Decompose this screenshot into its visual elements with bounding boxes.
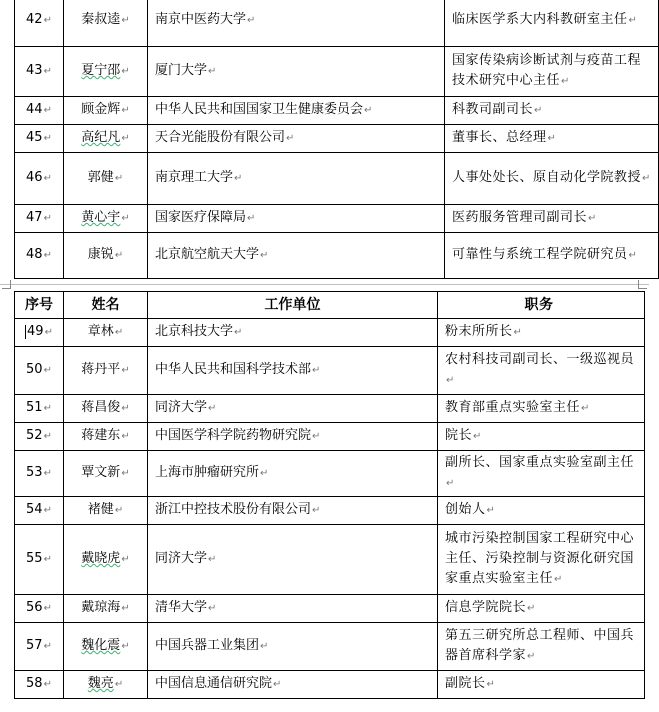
position-cell[interactable] (445, 0, 659, 47)
position-cell[interactable] (445, 205, 659, 233)
paragraph-mark-icon: ↵ (43, 505, 52, 516)
name-cell-text: 夏宁邵 (81, 63, 121, 78)
seq-cell[interactable] (15, 595, 64, 623)
unit-cell[interactable] (148, 0, 445, 47)
page-break (0, 279, 649, 291)
name-cell[interactable] (64, 0, 148, 47)
name-cell[interactable] (64, 153, 148, 205)
seq-cell[interactable] (15, 395, 64, 423)
paragraph-mark-icon: ↵ (234, 327, 243, 338)
name-cell-text: 顾金辉 (81, 102, 121, 117)
header-row (15, 292, 645, 319)
paragraph-mark-icon: ↵ (43, 641, 52, 652)
paragraph-mark-icon: ↵ (43, 403, 52, 414)
table-row (15, 125, 659, 153)
name-cell[interactable] (64, 319, 148, 347)
table-header (15, 292, 645, 319)
paragraph-mark-icon: ↵ (312, 505, 321, 516)
paragraph-mark-icon: ↵ (121, 468, 130, 479)
seq-cell[interactable] (15, 623, 64, 671)
name-cell-text: 蒋建东 (81, 428, 121, 443)
unit-cell-text: 中国信息通信研究院 (155, 676, 273, 691)
seq-cell[interactable] (15, 497, 64, 525)
unit-cell[interactable] (148, 395, 438, 423)
seq-cell-text: 48 (26, 247, 43, 262)
unit-cell[interactable] (148, 125, 445, 153)
position-cell[interactable] (438, 525, 645, 595)
paragraph-mark-icon: ↵ (260, 641, 269, 652)
unit-cell-text: 中国医学科学院药物研究院 (155, 428, 312, 443)
unit-cell-text: 同济大学 (155, 551, 208, 566)
name-cell[interactable] (64, 497, 148, 525)
header-seq: 序号 (15, 292, 64, 319)
unit-cell[interactable] (148, 671, 438, 699)
paragraph-mark-icon: ↵ (208, 554, 217, 565)
name-cell-text: 戴琼海 (81, 600, 121, 615)
paragraph-mark-icon: ↵ (121, 133, 130, 144)
seq-cell-text: 45 (26, 130, 43, 145)
name-cell[interactable] (64, 97, 148, 125)
seq-cell[interactable] (15, 423, 64, 451)
page-break-line (0, 284, 649, 285)
paragraph-mark-icon: ↵ (286, 133, 295, 144)
unit-cell-text: 清华大学 (155, 600, 208, 615)
seq-cell[interactable] (15, 97, 64, 125)
seq-cell-text: 57 (26, 638, 43, 653)
table-row (15, 395, 645, 423)
seq-cell[interactable] (15, 451, 64, 497)
seq-cell-text: 43 (26, 63, 43, 78)
position-cell[interactable] (438, 595, 645, 623)
position-cell[interactable] (445, 125, 659, 153)
seq-cell-text: 44 (26, 102, 43, 117)
paragraph-mark-icon: ↵ (446, 478, 455, 489)
table-row (15, 347, 645, 395)
seq-cell[interactable] (15, 125, 64, 153)
paragraph-mark-icon: ↵ (121, 641, 130, 652)
name-cell-text: 褚健 (87, 502, 114, 517)
name-cell-text: 康锐 (87, 247, 114, 262)
paragraph-mark-icon: ↵ (43, 66, 52, 77)
paragraph-mark-icon: ↵ (43, 365, 52, 376)
position-cell[interactable] (438, 671, 645, 699)
paragraph-mark-icon: ↵ (513, 327, 523, 338)
position-cell-text: 院长 (445, 428, 473, 443)
seq-cell-text: 49 (27, 324, 44, 339)
unit-cell[interactable] (148, 497, 438, 525)
unit-cell[interactable] (148, 233, 445, 279)
name-cell[interactable] (64, 47, 148, 97)
paragraph-mark-icon: ↵ (114, 505, 124, 516)
paragraph-mark-icon: ↵ (628, 250, 638, 261)
name-cell-text: 郭健 (87, 170, 114, 185)
name-cell[interactable] (64, 395, 148, 423)
seq-cell[interactable] (15, 205, 64, 233)
paragraph-mark-icon: ↵ (43, 105, 52, 116)
name-cell-text: 蒋丹平 (81, 362, 121, 377)
position-cell-text: 副所长、国家重点实验室副主任 (445, 455, 635, 470)
paragraph-mark-icon: ↵ (260, 250, 269, 261)
name-cell[interactable] (64, 525, 148, 595)
table-body (15, 0, 659, 279)
position-cell-text: 医药服务管理司副司长 (452, 210, 588, 225)
position-cell-text: 粉末所所长 (445, 324, 513, 339)
paragraph-mark-icon: ↵ (121, 431, 130, 442)
paragraph-mark-icon: ↵ (114, 173, 124, 184)
position-cell-text: 农村科技司副司长、一级巡视员 (445, 352, 635, 367)
seq-cell[interactable] (15, 525, 64, 595)
name-cell[interactable] (64, 233, 148, 279)
unit-cell-text: 浙江中控技术股份有限公司 (155, 502, 312, 517)
name-cell[interactable] (64, 347, 148, 395)
paragraph-mark-icon: ↵ (527, 603, 536, 614)
seq-cell-text: 56 (26, 600, 43, 615)
position-cell-text: 国家传染病诊断试剂与疫苗工程技术研究中心主任 (452, 53, 642, 88)
paragraph-mark-icon: ↵ (247, 15, 256, 26)
position-cell-text: 董事长、总经理 (452, 130, 547, 145)
header-position: 职务 (438, 292, 645, 319)
name-cell-text: 章林 (87, 324, 114, 339)
paragraph-mark-icon: ↵ (642, 173, 651, 184)
position-cell[interactable] (445, 153, 659, 205)
unit-cell[interactable] (148, 623, 438, 671)
position-cell-text: 信息学院院长 (445, 600, 527, 615)
unit-cell-text: 上海市肿瘤研究所 (155, 465, 260, 480)
unit-cell[interactable] (148, 595, 438, 623)
seq-cell-text: 47 (26, 210, 43, 225)
unit-cell[interactable] (148, 97, 445, 125)
paragraph-mark-icon: ↵ (208, 603, 217, 614)
name-cell-text: 戴晓虎 (81, 551, 121, 566)
seq-cell[interactable] (15, 671, 64, 699)
paragraph-mark-icon: ↵ (588, 213, 597, 224)
table-row (15, 233, 659, 279)
unit-cell[interactable] (148, 319, 438, 347)
unit-cell-text: 同济大学 (155, 400, 208, 415)
paragraph-mark-icon: ↵ (121, 365, 130, 376)
unit-cell-text: 天合光能股份有限公司 (155, 130, 286, 145)
paragraph-mark-icon: ↵ (43, 468, 52, 479)
table-row (15, 0, 659, 47)
position-cell[interactable] (438, 319, 645, 347)
seq-cell-text: 54 (26, 502, 43, 517)
paragraph-mark-icon: ↵ (247, 213, 256, 224)
name-cell[interactable] (64, 205, 148, 233)
paragraph-mark-icon: ↵ (121, 603, 130, 614)
paragraph-mark-icon: ↵ (43, 679, 52, 690)
table-row (15, 423, 645, 451)
paragraph-mark-icon: ↵ (208, 66, 217, 77)
table-row (15, 205, 659, 233)
header-name: 姓名 (64, 292, 148, 319)
page-corner-mark-right (638, 280, 647, 289)
name-cell-text: 秦叔逵 (81, 12, 121, 27)
paragraph-mark-icon: ↵ (43, 554, 52, 565)
paragraph-mark-icon: ↵ (364, 105, 373, 116)
position-cell[interactable] (438, 623, 645, 671)
header-unit: 工作单位 (148, 292, 438, 319)
paragraph-mark-icon: ↵ (547, 133, 557, 144)
name-cell[interactable] (64, 595, 148, 623)
paragraph-mark-icon: ↵ (114, 327, 124, 338)
seq-cell-text: 46 (26, 170, 43, 185)
paragraph-mark-icon: ↵ (554, 574, 563, 585)
personnel-table-page2 (14, 291, 645, 699)
unit-cell-text: 中国兵器工业集团 (155, 638, 260, 653)
paragraph-mark-icon: ↵ (43, 15, 52, 26)
unit-cell-text: 厦门大学 (155, 63, 208, 78)
text-cursor (25, 325, 26, 339)
unit-cell-text: 南京中医药大学 (155, 12, 247, 27)
position-cell[interactable] (438, 347, 645, 395)
position-cell[interactable] (438, 423, 645, 451)
paragraph-mark-icon: ↵ (43, 133, 52, 144)
position-cell-text: 科教司副司长 (452, 102, 534, 117)
paragraph-mark-icon: ↵ (260, 468, 269, 479)
name-cell-text: 魏化震 (81, 638, 121, 653)
paragraph-mark-icon: ↵ (628, 15, 638, 26)
seq-cell[interactable] (15, 319, 64, 347)
position-cell[interactable] (438, 395, 645, 423)
paragraph-mark-icon: ↵ (581, 403, 590, 414)
seq-cell[interactable] (15, 153, 64, 205)
paragraph-mark-icon: ↵ (312, 365, 321, 376)
paragraph-mark-icon: ↵ (527, 651, 536, 662)
unit-cell[interactable] (148, 525, 438, 595)
personnel-table-page1 (14, 0, 659, 279)
position-cell-text: 创始人 (445, 502, 486, 517)
position-cell[interactable] (445, 47, 659, 97)
table-row (15, 525, 645, 595)
paragraph-mark-icon: ↵ (561, 76, 570, 87)
seq-cell[interactable] (15, 233, 64, 279)
table-row (15, 319, 645, 347)
seq-cell-text: 52 (26, 428, 43, 443)
unit-cell-text: 国家医疗保障局 (155, 210, 247, 225)
name-cell-text: 覃文新 (81, 465, 121, 480)
position-cell[interactable] (445, 233, 659, 279)
name-cell[interactable] (64, 423, 148, 451)
page-corner-mark-left (2, 280, 11, 289)
position-cell[interactable] (438, 497, 645, 525)
paragraph-mark-icon: ↵ (114, 679, 124, 690)
table-row (15, 153, 659, 205)
seq-cell-text: 58 (26, 676, 43, 691)
name-cell-text: 蒋昌俊 (81, 400, 121, 415)
paragraph-mark-icon: ↵ (44, 327, 53, 338)
paragraph-mark-icon: ↵ (121, 66, 130, 77)
position-cell-text: 可靠性与系统工程学院研究员 (452, 247, 628, 262)
name-cell-text: 黄心宇 (81, 210, 121, 225)
paragraph-mark-icon: ↵ (43, 213, 52, 224)
paragraph-mark-icon: ↵ (486, 505, 496, 516)
seq-cell[interactable] (15, 347, 64, 395)
position-cell[interactable] (438, 451, 645, 497)
seq-cell[interactable] (15, 47, 64, 97)
name-cell[interactable] (64, 125, 148, 153)
position-cell-text: 第五三研究所总工程师、中国兵器首席科学家 (445, 628, 635, 663)
position-cell-text: 副院长 (445, 676, 486, 691)
seq-cell-text: 42 (26, 12, 43, 27)
table-row (15, 97, 659, 125)
unit-cell-text: 北京航空航天大学 (155, 247, 260, 262)
unit-cell-text: 中华人民共和国国家卫生健康委员会 (155, 102, 364, 117)
name-cell[interactable] (64, 451, 148, 497)
paragraph-mark-icon: ↵ (208, 403, 217, 414)
seq-cell[interactable] (15, 0, 64, 47)
table-row (15, 623, 645, 671)
table-row (15, 671, 645, 699)
unit-cell[interactable] (148, 451, 438, 497)
unit-cell-text: 北京科技大学 (155, 324, 234, 339)
unit-cell[interactable] (148, 47, 445, 97)
paragraph-mark-icon: ↵ (234, 173, 243, 184)
paragraph-mark-icon: ↵ (486, 679, 496, 690)
name-cell[interactable] (64, 671, 148, 699)
paragraph-mark-icon: ↵ (273, 679, 282, 690)
unit-cell-text: 中华人民共和国科学技术部 (155, 362, 312, 377)
paragraph-mark-icon: ↵ (534, 105, 543, 116)
seq-cell-text: 53 (26, 465, 43, 480)
unit-cell[interactable] (148, 205, 445, 233)
unit-cell[interactable] (148, 423, 438, 451)
paragraph-mark-icon: ↵ (121, 403, 130, 414)
position-cell-text: 城市污染控制国家工程研究中心主任、污染控制与资源化研究国家重点实验室主任 (445, 531, 635, 586)
paragraph-mark-icon: ↵ (312, 431, 321, 442)
paragraph-mark-icon: ↵ (121, 105, 130, 116)
paragraph-mark-icon: ↵ (446, 375, 455, 386)
table-row (15, 451, 645, 497)
seq-cell-text: 55 (26, 551, 43, 566)
position-cell-text: 临床医学系大内科教研室主任 (452, 12, 628, 27)
unit-cell-text: 南京理工大学 (155, 170, 234, 185)
name-cell-text: 高纪凡 (81, 130, 121, 145)
unit-cell[interactable] (148, 347, 438, 395)
paragraph-mark-icon: ↵ (43, 431, 52, 442)
seq-cell-text: 51 (26, 400, 43, 415)
table-row (15, 595, 645, 623)
table-row (15, 497, 645, 525)
seq-cell-text: 50 (26, 362, 43, 377)
position-cell[interactable] (445, 97, 659, 125)
paragraph-mark-icon: ↵ (121, 213, 130, 224)
paragraph-mark-icon: ↵ (121, 15, 130, 26)
position-cell-text: 人事处处长、原自动化学院教授 (452, 170, 642, 185)
table-row (15, 47, 659, 97)
paragraph-mark-icon: ↵ (43, 173, 52, 184)
paragraph-mark-icon: ↵ (114, 250, 124, 261)
position-cell-text: 教育部重点实验室主任 (445, 400, 581, 415)
paragraph-mark-icon: ↵ (121, 554, 130, 565)
paragraph-mark-icon: ↵ (473, 431, 482, 442)
unit-cell[interactable] (148, 153, 445, 205)
paragraph-mark-icon: ↵ (43, 250, 52, 261)
table-body (15, 319, 645, 699)
paragraph-mark-icon: ↵ (43, 603, 52, 614)
name-cell[interactable] (64, 623, 148, 671)
name-cell-text: 魏亮 (87, 676, 114, 691)
